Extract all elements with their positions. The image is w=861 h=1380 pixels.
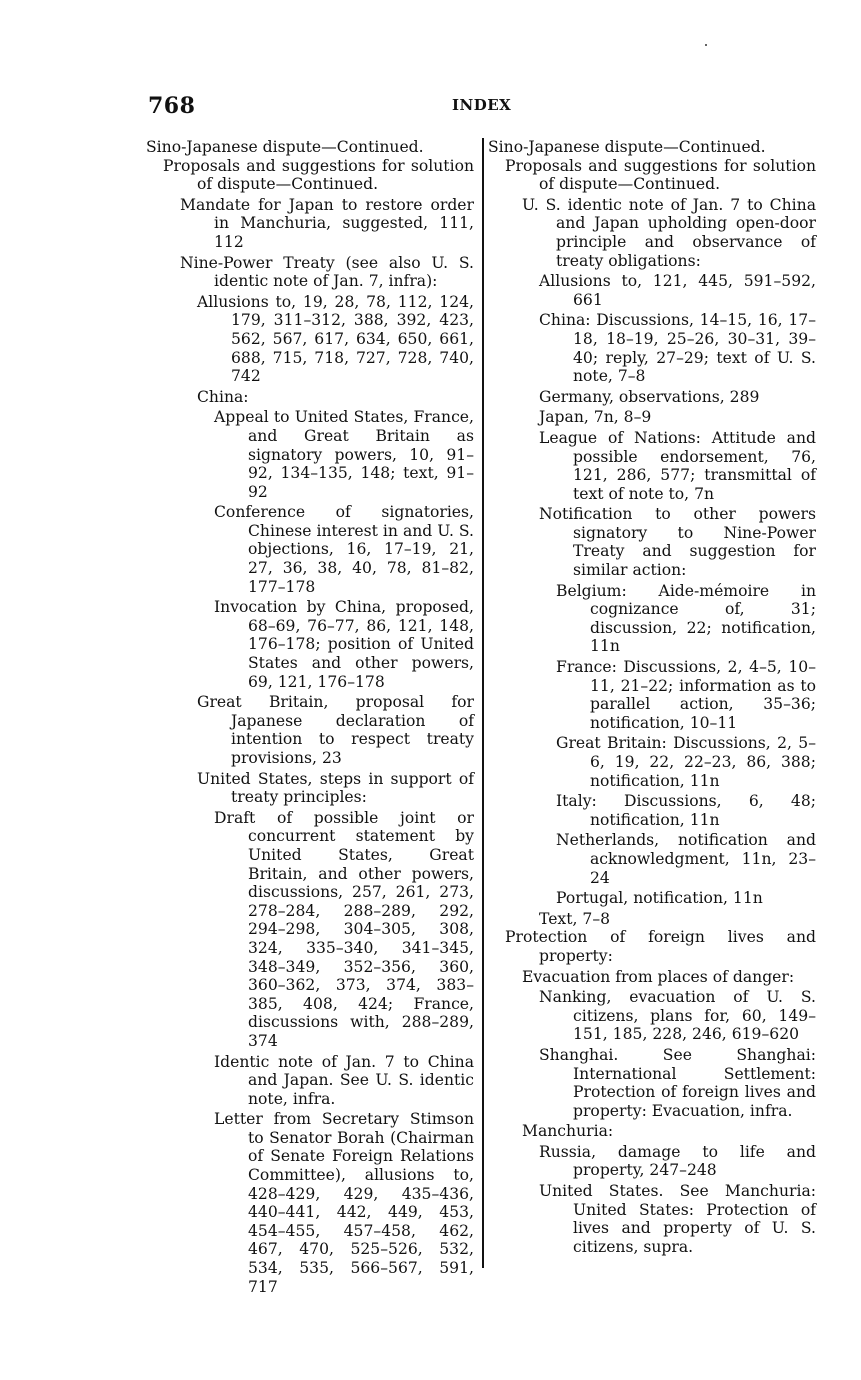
index-entry: Evacuation from places of danger:: [522, 967, 795, 986]
index-entry: League of Nations: Attitude and possible endorsement, 76, 121, 286, 577; transmittal of text of note to, 7n: [539, 428, 816, 503]
index-entry: Shanghai. See Shanghai: International Settlement: Protection of foreign lives and property: Evacuation, infra.: [539, 1045, 816, 1120]
right-column: [488, 138, 816, 1256]
index-entry: Mandate for Japan to restore order in Manchuria, suggested, 111, 112: [180, 195, 474, 251]
index-entry: Nine-Power Treaty (see also U. S. identic note of Jan. 7, infra):: [180, 253, 474, 291]
speck: [705, 44, 707, 46]
index-entry: United States, steps in support of treaty principles:: [197, 769, 474, 807]
column-divider: [482, 138, 484, 1268]
index-entry: Russia, damage to life and property, 247–248: [539, 1142, 816, 1180]
index-entry: Letter from Secretary Stimson to Senator Borah (Chairman of Senate Foreign Relations Committee), allusions to, 428–429, 429, 435–436, 440–441, 442, 449, 453, 454–455, 457–458, 462, 467, 470, 525–526, 532, 534, 535, 566–567, 591, 717: [214, 1110, 474, 1296]
index-entry: Great Britain, proposal for Japanese declaration of intention to respect treaty provisions, 23: [197, 693, 474, 767]
index-entry: Netherlands, notification and acknowledgment, 11n, 23–24: [556, 831, 816, 887]
index-entry: Draft of possible joint or concurrent statement by United States, Great Britain, and other powers, discussions, 257, 261, 273, 278–284, 288–289, 292, 294–298, 304–305, 308, 324, 335–340, 341–345, 348–349, 352–356, 360, 360–362, 373, 374, 383–385, 408, 424; France, discussions with, 288–289, 374: [214, 808, 474, 1050]
index-entry: Sino-Japanese dispute—Continued.: [488, 138, 766, 156]
index-entry: Nanking, evacuation of U. S. citizens, plans for, 60, 149–151, 185, 228, 246, 619–620: [539, 988, 816, 1044]
index-entry: France: Discussions, 2, 4–5, 10–11, 21–22; information as to parallel action, 35–36; notification, 10–11: [556, 658, 816, 732]
index-entry: China:: [197, 387, 249, 406]
running-head: INDEX: [452, 96, 512, 114]
index-entry: Allusions to, 121, 445, 591–592, 661: [539, 272, 816, 309]
index-entry: Great Britain: Discussions, 2, 5–6, 19, 22, 22–23, 86, 388; notification, 11n: [556, 734, 816, 790]
index-entry: Belgium: Aide-mémoire in cognizance of, 31; discussion, 22; notification, 11n: [556, 581, 816, 656]
index-entry: Identic note of Jan. 7 to China and Japan. See U. S. identic note, infra.: [214, 1052, 474, 1108]
index-entry: Germany, observations, 289: [539, 387, 760, 406]
index-entry: Proposals and suggestions for solution of dispute—Continued.: [163, 156, 474, 194]
index-entry: Italy: Discussions, 6, 48; notification, 11n: [556, 792, 816, 829]
index-entry: Allusions to, 19, 28, 78, 112, 124, 179, 311–312, 388, 392, 423, 562, 567, 617, 634, 650, 661, 688, 715, 718, 727, 728, 740, 742: [197, 292, 474, 386]
index-entry: Conference of signatories, Chinese interest in and U. S. objections, 16, 17–19, 21, 27, 36, 38, 40, 78, 81–82, 177–178: [214, 503, 474, 596]
index-entry: Sino-Japanese dispute—Continued.: [146, 138, 424, 156]
index-entry: Notification to other powers signatory to Nine-Power Treaty and suggestion for similar action:: [539, 505, 816, 580]
index-entry: Invocation by China, proposed, 68–69, 76–77, 86, 121, 148, 176–178; position of United States and other powers, 69, 121, 176–178: [214, 598, 474, 691]
index-entry: U. S. identic note of Jan. 7 to China and Japan upholding open-door principle and observance of treaty obligations:: [522, 195, 816, 270]
index-entry: Text, 7–8: [539, 909, 611, 928]
index-entry: Protection of foreign lives and property:: [505, 928, 816, 965]
left-column: [146, 138, 474, 1296]
index-entry: Manchuria:: [522, 1122, 614, 1141]
index-entry: Appeal to United States, France, and Great Britain as signatory powers, 10, 91–92, 134–135, 148; text, 91–92: [214, 408, 474, 501]
index-entry: China: Discussions, 14–15, 16, 17–18, 18–19, 25–26, 30–31, 39–40; reply, 27–29; text of U. S. note, 7–8: [539, 311, 816, 386]
page-number: 768: [148, 93, 196, 119]
index-entry: Proposals and suggestions for solution of dispute—Continued.: [505, 156, 816, 194]
index-entry: United States. See Manchuria: United States: Protection of lives and property of U. S. citizens, supra.: [539, 1182, 816, 1256]
index-entry: Japan, 7n, 8–9: [539, 408, 652, 427]
index-entry: Portugal, notification, 11n: [556, 889, 763, 908]
